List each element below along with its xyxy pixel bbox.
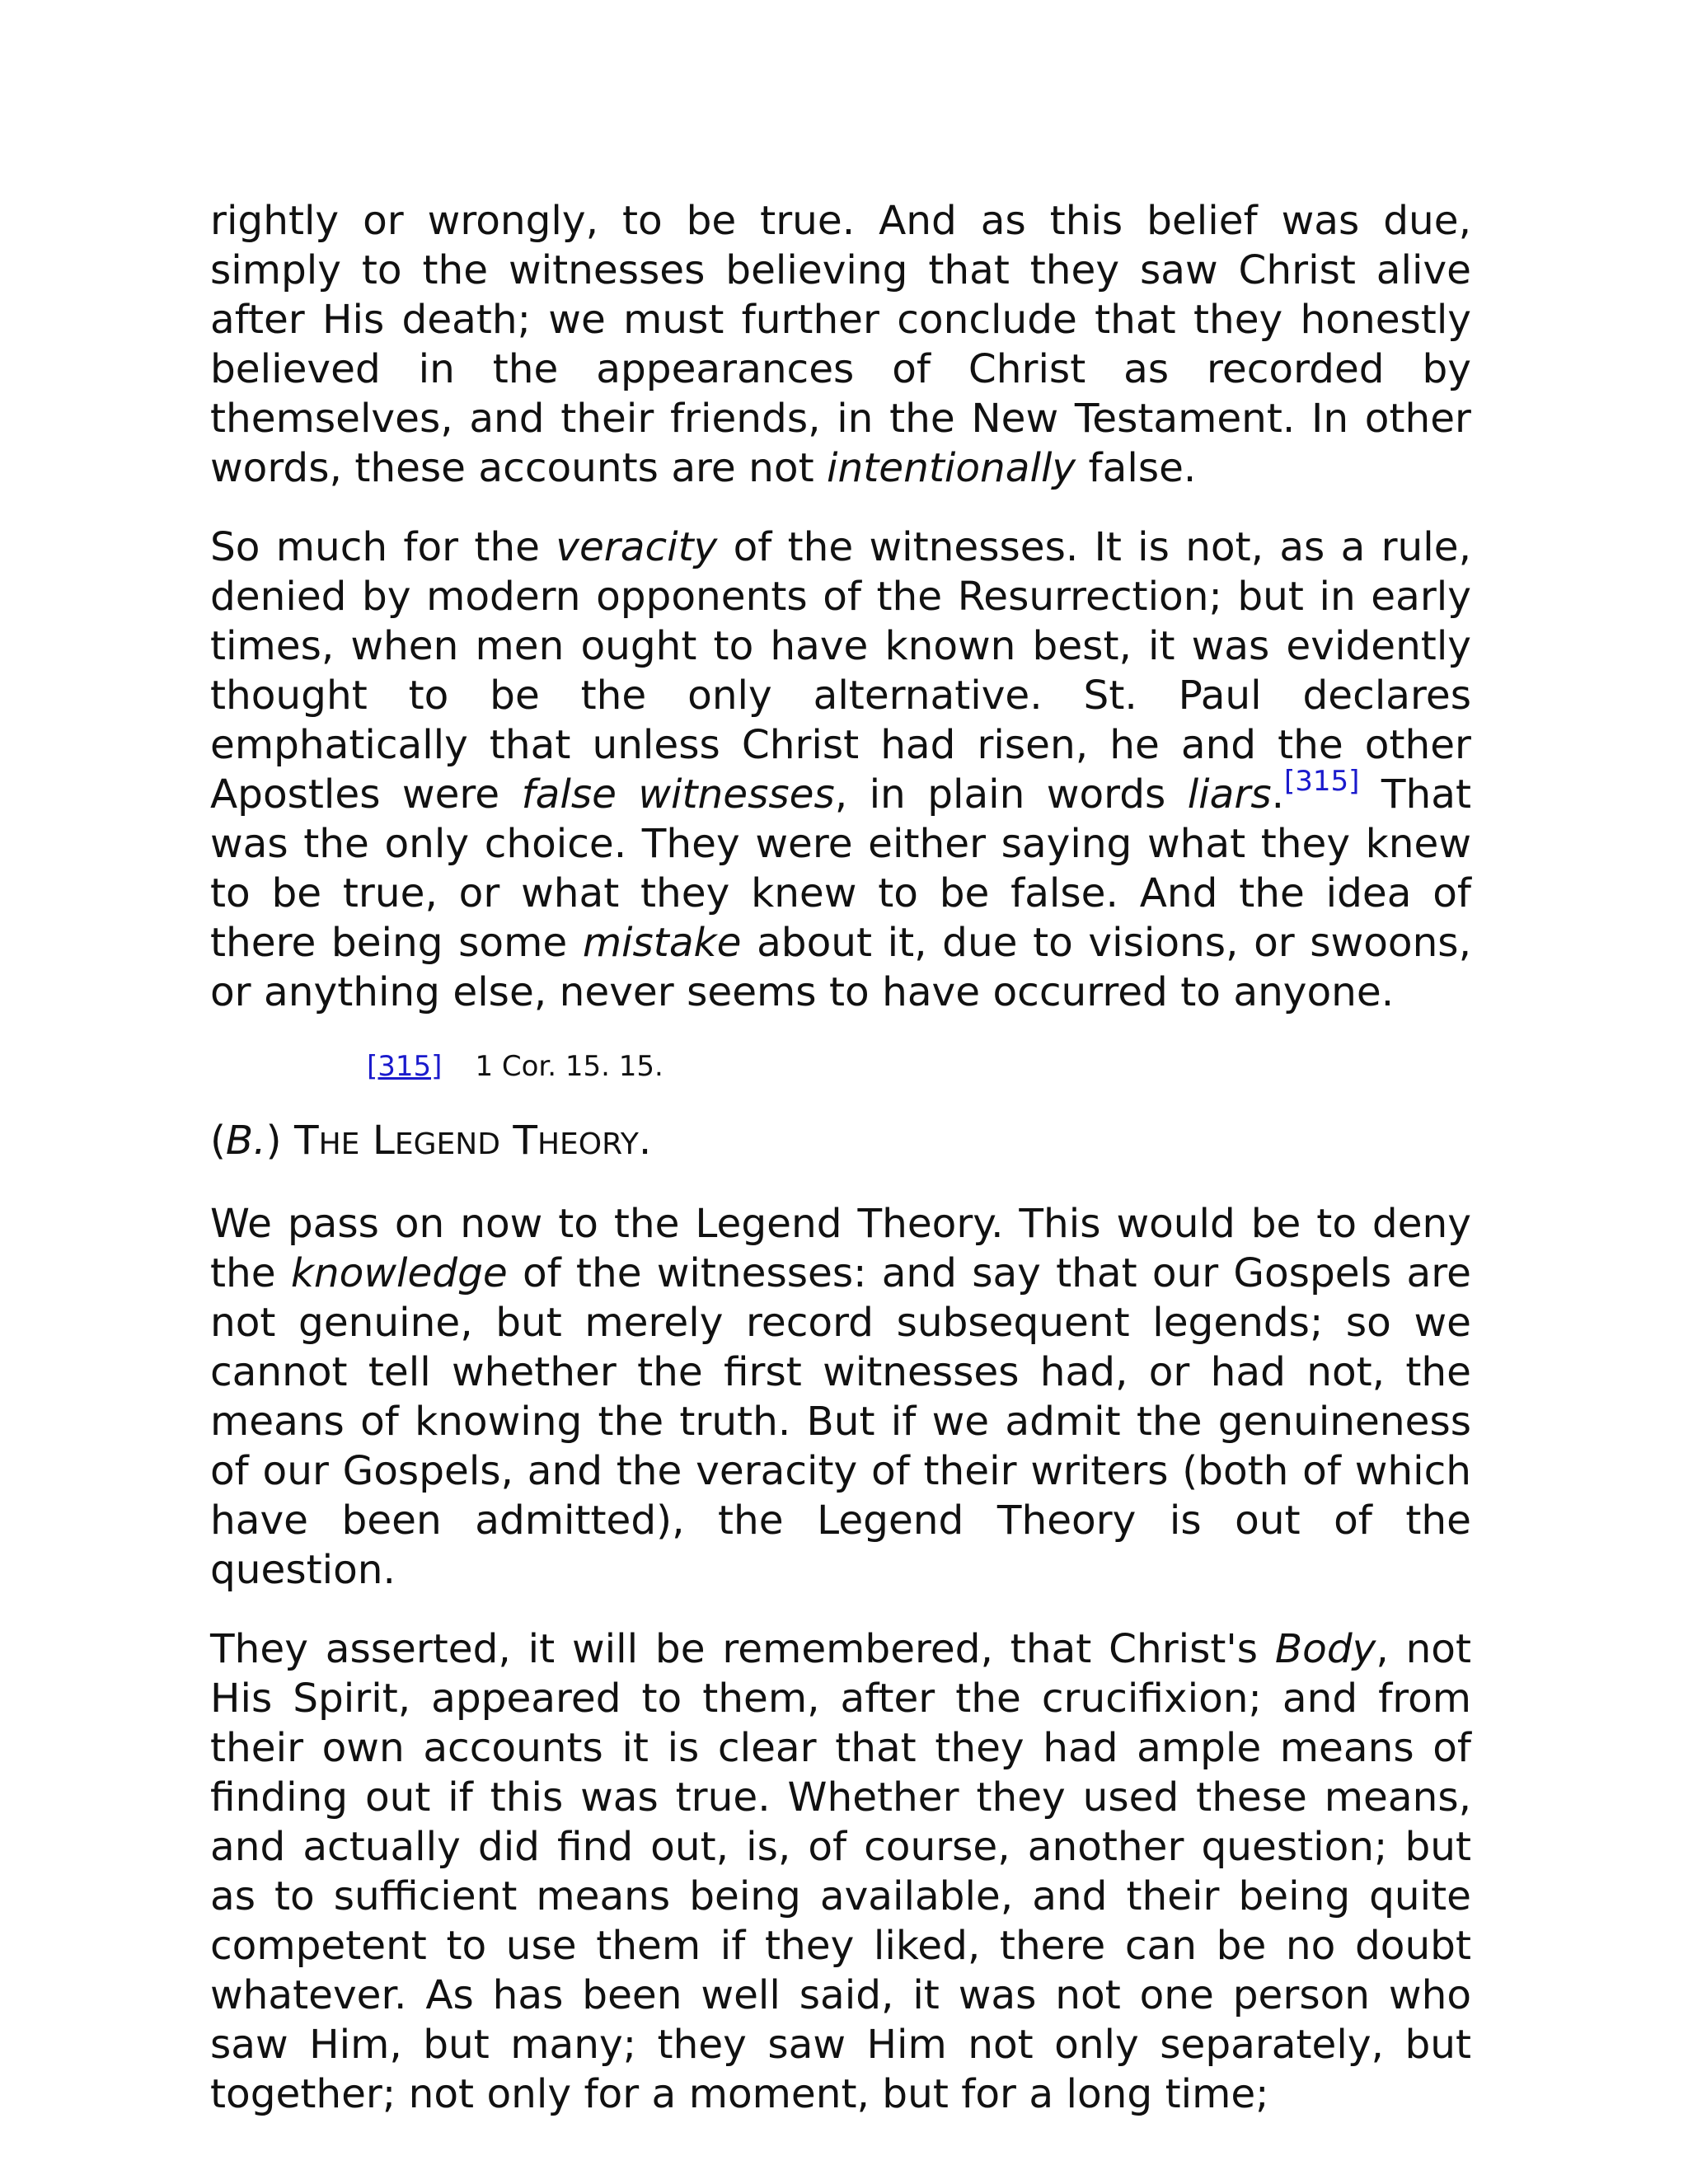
heading-char: L xyxy=(359,1118,395,1164)
heading-paren-open: ( xyxy=(210,1118,226,1164)
heading-smallcaps: HEORY xyxy=(537,1127,639,1161)
text-run: . xyxy=(1271,771,1285,818)
text-run: of the witnesses: and say that our Gospels are not genuine, but merely record subsequent legends; so we cannot tell whether the first witnesses had, or had not, the means of knowing the truth. But if we admit the genuineness of our Gospels, and the veracity of their writers (both of which have been admitted), the Legend Theory is out of the question. xyxy=(210,1250,1471,1593)
emphasis-veracity: veracity xyxy=(556,524,718,570)
heading-letter: B. xyxy=(225,1118,266,1164)
text-run: They asserted, it will be remembered, that Christ's xyxy=(210,1626,1275,1672)
text-run: of the witnesses. It is not, as a rule, denied by modern opponents of the Resurrection; but in early times, when men ought to have known best, it was evidently thought to be the only alternative. St. Paul declares emphatically that unless Christ had risen, he and the other Apostles were xyxy=(210,524,1471,818)
heading-paren-close: ) xyxy=(265,1118,294,1164)
emphasis-knowledge: knowledge xyxy=(290,1250,508,1296)
emphasis-false-witnesses: false witnesses xyxy=(521,771,835,818)
heading-char: . xyxy=(638,1118,652,1164)
emphasis-intentionally: intentionally xyxy=(827,445,1076,491)
heading-smallcaps: EGEND xyxy=(394,1127,500,1161)
text-run: We pass on now to the Legend Theory. This would be to deny the xyxy=(210,1201,1471,1296)
text-run: about it, due to visions, or swoons, or anything else, never seems to have occurred to anyone. xyxy=(210,920,1471,1015)
heading-char: T xyxy=(499,1118,537,1164)
footnote xyxy=(367,1048,1471,1085)
footnote-back-link[interactable]: [315] xyxy=(367,1050,443,1083)
document-page xyxy=(210,196,1471,2119)
footnote-text: 1 Cor. 15. 15. xyxy=(475,1050,663,1083)
text-run: rightly or wrongly, to be true. And as this belief was due, simply to the witnesses believing that they saw Christ alive after His death; we must further conclude that they honestly believed in the appearances of Christ as recorded by themselves, and their friends, in the New Testament. In other words, these accounts are not xyxy=(210,198,1471,491)
emphasis-liars: liars xyxy=(1187,771,1272,818)
text-run: That was the only choice. They were either saying what they knew to be true, or what they knew to be false. And the idea of there being some xyxy=(210,771,1471,966)
paragraph-2 xyxy=(210,523,1471,1017)
paragraph-1 xyxy=(210,196,1471,493)
heading-char: T xyxy=(293,1118,319,1164)
footnote-reference xyxy=(1284,765,1359,798)
text-run: So much for the xyxy=(210,524,556,570)
section-heading xyxy=(210,1116,1471,1169)
emphasis-mistake: mistake xyxy=(582,920,742,966)
paragraph-4 xyxy=(210,1624,1471,2119)
emphasis-body: Body xyxy=(1274,1626,1376,1672)
text-run: , not His Spirit, appeared to them, after the crucifixion; and from their own accounts it is clear that they had ample means of finding out if this was true. Whether they used these means, and actually did find out, is, of course, another question; but as to sufficient means being available, and their being quite competent to use them if they liked, there can be no doubt whatever. As has been well said, it was not one person who saw Him, but many; they saw Him not only separately, but together; not only for a moment, but for a long time; xyxy=(210,1626,1471,2117)
text-run: , in plain words xyxy=(834,771,1188,818)
paragraph-3 xyxy=(210,1199,1471,1595)
heading-smallcaps: HE xyxy=(318,1127,360,1161)
text-run: false. xyxy=(1076,445,1197,491)
footnote-ref-link[interactable]: [315] xyxy=(1284,764,1360,798)
